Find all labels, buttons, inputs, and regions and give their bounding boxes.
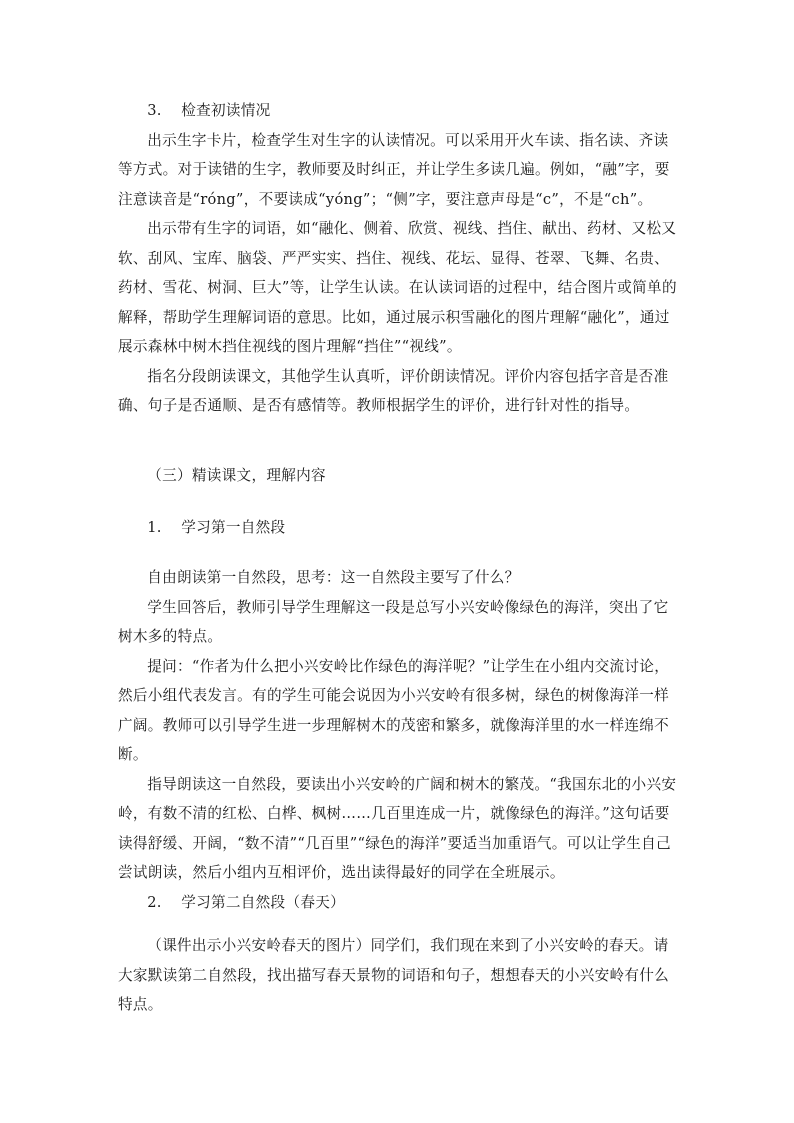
heading-number: 3. xyxy=(147,102,162,119)
section-paragraph-one-body xyxy=(118,563,680,917)
section-intensive-reading xyxy=(118,461,680,491)
heading-text: 学习第一自然段 xyxy=(181,519,286,536)
section-title: （三）精读课文，理解内容 xyxy=(147,467,326,484)
section-spring xyxy=(118,931,680,1020)
heading-check-reading xyxy=(118,96,680,126)
section-check-reading xyxy=(118,96,680,421)
paragraph-read-aloud: 指名分段朗读课文，其他学生认真听，评价朗读情况。评价内容包括字音是否准确、句子是否通顺、是否有感情等。教师根据学生的评价，进行针对性的指导。 xyxy=(118,367,669,414)
section-paragraph-one xyxy=(118,513,680,543)
paragraph-flashcards: 出示生字卡片，检查学生对生字的认读情况。可以采用开火车读、指名读、齐读等方式。对于读错的生字，教师要及时纠正，并让学生多读几遍。例如，“融”字，要注意读音是“róng”，不要读成“yóng”；“侧”字，要注意声母是“c”，不是“ch”。 xyxy=(118,131,670,208)
heading-text: 检查初读情况 xyxy=(181,102,271,119)
paragraph-answer: 学生回答后，教师引导学生理解这一段是总写小兴安岭像绿色的海洋，突出了它树木多的特点。 xyxy=(118,598,669,645)
heading-text: 学习第二自然段（春天） xyxy=(181,893,346,911)
paragraph-vocabulary: 出示带有生字的词语，如“融化、侧着、欣赏、视线、挡住、献出、药材、又松又软、刮风、宝库、脑袋、严严实实、挡住、视线、花坛、显得、苍翠、飞舞、名贵、药材、雪花、树洞、巨大”等，让学生认读。在认读词语的过程中，结合图片或简单的解释，帮助学生理解词语的意思。比如，通过展示积雪融化的图片理解“融化”，通过展示森林中树木挡住视线的图片理解“挡住”“视线”。 xyxy=(118,220,677,355)
heading-paragraph-two xyxy=(118,888,680,918)
heading-paragraph-one xyxy=(118,513,680,543)
paragraph-spring: （课件出示小兴安岭春天的图片）同学们，我们现在来到了小兴安岭的春天。请大家默读第二自然段，找出描写春天景物的词语和句子，想想春天的小兴安岭有什么特点。 xyxy=(118,937,670,1013)
paragraph-guided-reading: 指导朗读这一自然段，要读出小兴安岭的广阔和树木的繁茂。“我国东北的小兴安岭，有数不清的红松、白桦、枫树……几百里连成一片，就像绿色的海洋。”这句话要读得舒缓、开阔，“数不清”“几百里”“绿色的海洋”要适当加重语气。可以让学生自己尝试朗读，然后小组内互相评价，选出读得最好的同学在全班展示。 xyxy=(118,775,677,881)
paragraph-free-reading: 自由朗读第一自然段，思考：这一自然段主要写了什么？ xyxy=(147,569,520,586)
paragraph-question: 提问：“作者为什么把小兴安岭比作绿色的海洋呢？”让学生在小组内交流讨论，然后小组代表发言。有的学生可能会说因为小兴安岭有很多树，绿色的树像海洋一样广阔。教师可以引导学生进一步理解树木的茂密和繁多，就像海洋里的水一样连绵不断。 xyxy=(118,657,670,763)
heading-number: 2. xyxy=(147,893,162,911)
heading-number: 1. xyxy=(147,519,162,536)
